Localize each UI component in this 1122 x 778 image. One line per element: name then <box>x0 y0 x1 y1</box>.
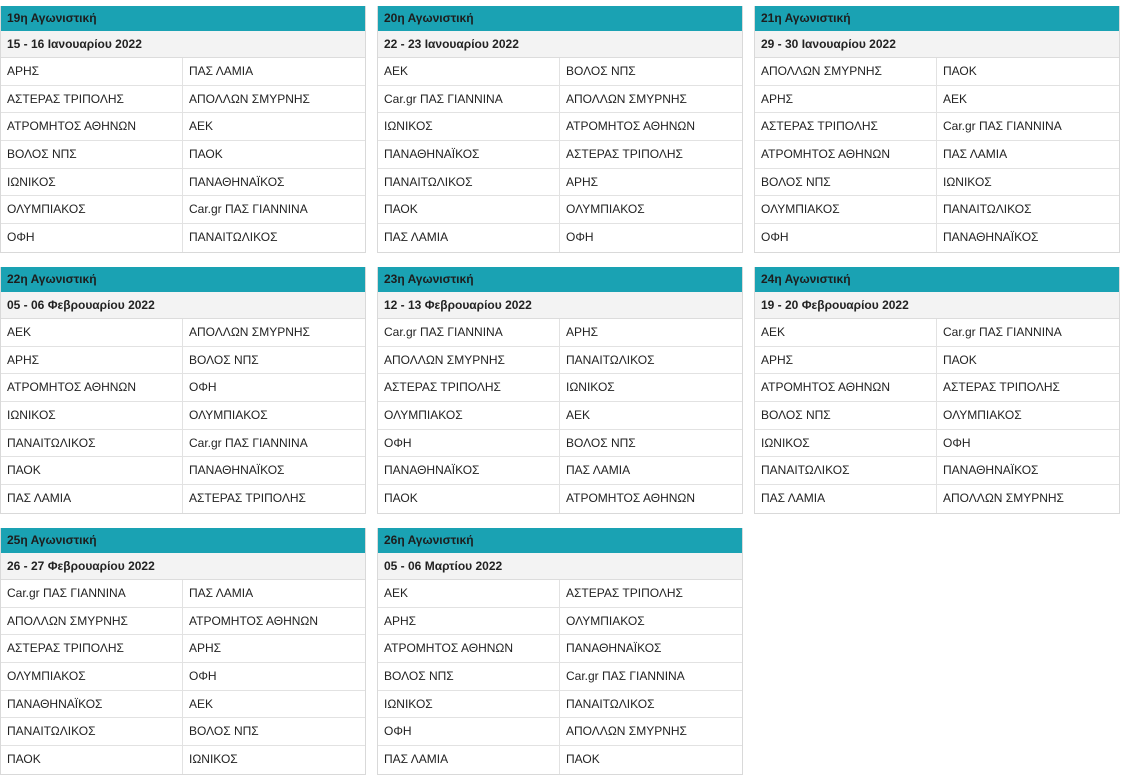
away-team: Car.gr ΠΑΣ ΓΙΑΝΝΙΝΑ <box>189 202 308 217</box>
away-team: ΑΤΡΟΜΗΤΟΣ ΑΘΗΝΩΝ <box>566 491 696 506</box>
away-team: ΑΡΗΣ <box>189 641 222 656</box>
match-row <box>1 374 365 402</box>
home-team: ΑΡΗΣ <box>755 86 937 113</box>
home-team: ΠΑΝΑΘΗΝΑΪΚΟΣ <box>378 457 560 484</box>
home-team: ΠΑΣ ΛΑΜΙΑ <box>1 485 183 513</box>
away-team: ΑΣΤΕΡΑΣ ΤΡΙΠΟΛΗΣ <box>566 147 683 162</box>
away-team: Car.gr ΠΑΣ ΓΙΑΝΝΙΝΑ <box>566 669 685 684</box>
away-team: ΑΡΗΣ <box>566 325 599 339</box>
match-row <box>378 663 742 691</box>
away-team: ΑΕΚ <box>566 408 591 423</box>
match-row <box>1 224 365 252</box>
away-team: ΟΦΗ <box>189 669 217 684</box>
away-team: Car.gr ΠΑΣ ΓΙΑΝΝΙΝΑ <box>943 119 1062 134</box>
home-team: ΠΑΟΚ <box>1 457 183 484</box>
home-team: ΟΛΥΜΠΙΑΚΟΣ <box>1 196 183 223</box>
round-date: 05 - 06 Φεβρουαρίου 2022 <box>1 292 365 319</box>
home-team: ΑΠΟΛΛΩΝ ΣΜΥΡΝΗΣ <box>755 58 937 85</box>
home-team: ΙΩΝΙΚΟΣ <box>378 691 560 718</box>
round-title: 26η Αγωνιστική <box>378 528 742 553</box>
away-team: ΑΡΗΣ <box>566 174 599 189</box>
away-team: ΠΑΟΚ <box>566 752 600 767</box>
round-date: 15 - 16 Ιανουαρίου 2022 <box>1 31 365 58</box>
away-team: ΟΦΗ <box>943 435 971 450</box>
match-row <box>1 113 365 141</box>
match-row <box>755 86 1119 114</box>
home-team: ΑΤΡΟΜΗΤΟΣ ΑΘΗΝΩΝ <box>1 113 183 140</box>
round-card-23 <box>377 267 743 514</box>
away-team: ΠΑΝΑΙΤΩΛΙΚΟΣ <box>566 696 655 711</box>
home-team: ΟΛΥΜΠΙΑΚΟΣ <box>378 402 560 429</box>
home-team: ΑΣΤΕΡΑΣ ΤΡΙΠΟΛΗΣ <box>378 374 560 401</box>
away-team: ΠΑΝΑΘΗΝΑΪΚΟΣ <box>566 641 662 656</box>
away-team: ΑΠΟΛΛΩΝ ΣΜΥΡΝΗΣ <box>566 91 687 106</box>
home-team: ΙΩΝΙΚΟΣ <box>755 430 937 457</box>
home-team: ΠΑΟΚ <box>378 196 560 223</box>
home-team: ΠΑΝΑΙΤΩΛΙΚΟΣ <box>1 718 183 745</box>
away-team: ΒΟΛΟΣ ΝΠΣ <box>189 352 259 367</box>
away-team: ΟΛΥΜΠΙΑΚΟΣ <box>943 408 1022 423</box>
away-team: ΠΑΝΑΙΤΩΛΙΚΟΣ <box>189 230 278 245</box>
match-row <box>1 169 365 197</box>
home-team: ΑΠΟΛΛΩΝ ΣΜΥΡΝΗΣ <box>1 608 183 635</box>
match-row <box>378 374 742 402</box>
away-team: ΟΛΥΜΠΙΑΚΟΣ <box>566 613 645 628</box>
home-team: ΠΑΣ ΛΑΜΙΑ <box>378 224 560 252</box>
home-team: ΟΛΥΜΠΙΑΚΟΣ <box>755 196 937 223</box>
home-team: ΑΣΤΕΡΑΣ ΤΡΙΠΟΛΗΣ <box>1 86 183 113</box>
home-team: ΑΤΡΟΜΗΤΟΣ ΑΘΗΝΩΝ <box>755 141 937 168</box>
match-row <box>378 691 742 719</box>
home-team: ΒΟΛΟΣ ΝΠΣ <box>1 141 183 168</box>
match-row <box>1 319 365 347</box>
away-team: ΠΑΟΚ <box>943 64 977 78</box>
match-row <box>378 196 742 224</box>
match-row <box>378 224 742 252</box>
round-date: 29 - 30 Ιανουαρίου 2022 <box>755 31 1119 58</box>
home-team: ΟΦΗ <box>1 224 183 252</box>
round-date: 19 - 20 Φεβρουαρίου 2022 <box>755 292 1119 319</box>
home-team: ΟΛΥΜΠΙΑΚΟΣ <box>1 663 183 690</box>
round-card-26 <box>377 528 743 775</box>
round-title: 21η Αγωνιστική <box>755 6 1119 31</box>
away-team: ΙΩΝΙΚΟΣ <box>566 380 615 395</box>
home-team: ΠΑΝΑΘΗΝΑΪΚΟΣ <box>378 141 560 168</box>
away-team: ΠΑΝΑΘΗΝΑΪΚΟΣ <box>943 230 1039 245</box>
home-team: ΑΡΗΣ <box>1 58 183 85</box>
away-team: ΠΑΣ ΛΑΜΙΑ <box>189 586 254 600</box>
away-team: Car.gr ΠΑΣ ΓΙΑΝΝΙΝΑ <box>943 325 1062 339</box>
match-row <box>1 663 365 691</box>
home-team: Car.gr ΠΑΣ ΓΙΑΝΝΙΝΑ <box>378 86 560 113</box>
match-row <box>1 347 365 375</box>
round-date: 12 - 13 Φεβρουαρίου 2022 <box>378 292 742 319</box>
away-team: ΒΟΛΟΣ ΝΠΣ <box>566 64 636 78</box>
match-row <box>1 608 365 636</box>
round-date: 05 - 06 Μαρτίου 2022 <box>378 553 742 580</box>
round-title: 23η Αγωνιστική <box>378 267 742 292</box>
match-row <box>1 141 365 169</box>
match-row <box>378 169 742 197</box>
home-team: ΙΩΝΙΚΟΣ <box>378 113 560 140</box>
match-row <box>378 347 742 375</box>
away-team: ΠΑΝΑΘΗΝΑΪΚΟΣ <box>189 174 285 189</box>
away-team: ΑΕΚ <box>189 696 214 711</box>
home-team: ΠΑΟΚ <box>1 746 183 774</box>
away-team: ΟΛΥΜΠΙΑΚΟΣ <box>189 408 268 423</box>
home-team: ΑΣΤΕΡΑΣ ΤΡΙΠΟΛΗΣ <box>1 635 183 662</box>
match-row <box>755 113 1119 141</box>
match-row <box>755 196 1119 224</box>
home-team: ΑΕΚ <box>378 580 560 607</box>
away-team: ΠΑΣ ΛΑΜΙΑ <box>189 64 254 78</box>
home-team: ΠΑΝΑΙΤΩΛΙΚΟΣ <box>755 457 937 484</box>
away-team: ΟΦΗ <box>189 380 217 395</box>
match-row <box>378 430 742 458</box>
home-team: ΙΩΝΙΚΟΣ <box>1 402 183 429</box>
away-team: Car.gr ΠΑΣ ΓΙΑΝΝΙΝΑ <box>189 435 308 450</box>
home-team: ΑΤΡΟΜΗΤΟΣ ΑΘΗΝΩΝ <box>1 374 183 401</box>
match-row <box>378 485 742 513</box>
match-row <box>1 196 365 224</box>
home-team: ΑΤΡΟΜΗΤΟΣ ΑΘΗΝΩΝ <box>378 635 560 662</box>
home-team: ΠΑΝΑΘΗΝΑΪΚΟΣ <box>1 691 183 718</box>
match-row <box>1 430 365 458</box>
match-row <box>1 635 365 663</box>
home-team: ΒΟΛΟΣ ΝΠΣ <box>755 402 937 429</box>
round-date: 22 - 23 Ιανουαρίου 2022 <box>378 31 742 58</box>
away-team: ΑΣΤΕΡΑΣ ΤΡΙΠΟΛΗΣ <box>943 380 1060 395</box>
home-team: ΑΣΤΕΡΑΣ ΤΡΙΠΟΛΗΣ <box>755 113 937 140</box>
home-team: ΑΕΚ <box>1 319 183 346</box>
match-row <box>378 746 742 774</box>
away-team: ΙΩΝΙΚΟΣ <box>943 174 992 189</box>
home-team: ΑΡΗΣ <box>378 608 560 635</box>
match-row <box>378 86 742 114</box>
away-team: ΠΑΝΑΘΗΝΑΪΚΟΣ <box>189 463 285 478</box>
away-team: ΑΣΤΕΡΑΣ ΤΡΙΠΟΛΗΣ <box>189 491 306 506</box>
match-row <box>1 746 365 774</box>
match-row <box>1 691 365 719</box>
match-row <box>755 402 1119 430</box>
away-team: ΙΩΝΙΚΟΣ <box>189 752 238 767</box>
home-team: ΠΑΝΑΙΤΩΛΙΚΟΣ <box>1 430 183 457</box>
home-team: ΑΡΗΣ <box>1 347 183 374</box>
match-row <box>755 457 1119 485</box>
away-team: ΠΑΟΚ <box>189 147 223 162</box>
home-team: ΑΡΗΣ <box>755 347 937 374</box>
away-team: ΒΟΛΟΣ ΝΠΣ <box>566 435 636 450</box>
away-team: ΠΑΝΑΙΤΩΛΙΚΟΣ <box>566 352 655 367</box>
home-team: ΟΦΗ <box>755 224 937 252</box>
away-team: ΟΦΗ <box>566 230 594 245</box>
match-row <box>1 86 365 114</box>
match-row <box>755 141 1119 169</box>
match-row <box>755 58 1119 86</box>
away-team: ΑΠΟΛΛΩΝ ΣΜΥΡΝΗΣ <box>566 724 687 739</box>
home-team: Car.gr ΠΑΣ ΓΙΑΝΝΙΝΑ <box>378 319 560 346</box>
match-row <box>1 402 365 430</box>
match-row <box>755 169 1119 197</box>
round-card-19 <box>0 6 366 253</box>
away-team: ΠΑΟΚ <box>943 352 977 367</box>
away-team: ΑΠΟΛΛΩΝ ΣΜΥΡΝΗΣ <box>943 491 1064 506</box>
home-team: ΑΕΚ <box>755 319 937 346</box>
home-team: ΒΟΛΟΣ ΝΠΣ <box>755 169 937 196</box>
match-row <box>378 58 742 86</box>
match-row <box>378 141 742 169</box>
match-row <box>378 718 742 746</box>
match-row <box>1 718 365 746</box>
home-team: ΠΑΣ ΛΑΜΙΑ <box>755 485 937 513</box>
round-card-21 <box>754 6 1120 253</box>
match-row <box>1 580 365 608</box>
away-team: ΠΑΝΑΘΗΝΑΪΚΟΣ <box>943 463 1039 478</box>
away-team: ΑΠΟΛΛΩΝ ΣΜΥΡΝΗΣ <box>189 91 310 106</box>
away-team: ΑΠΟΛΛΩΝ ΣΜΥΡΝΗΣ <box>189 325 310 339</box>
match-row <box>755 319 1119 347</box>
away-team: ΑΣΤΕΡΑΣ ΤΡΙΠΟΛΗΣ <box>566 586 683 600</box>
match-row <box>378 580 742 608</box>
match-row <box>1 485 365 513</box>
home-team: ΠΑΣ ΛΑΜΙΑ <box>378 746 560 774</box>
round-card-24 <box>754 267 1120 514</box>
round-title: 20η Αγωνιστική <box>378 6 742 31</box>
home-team: ΙΩΝΙΚΟΣ <box>1 169 183 196</box>
match-row <box>1 58 365 86</box>
round-title: 22η Αγωνιστική <box>1 267 365 292</box>
round-title: 25η Αγωνιστική <box>1 528 365 553</box>
away-team: ΑΕΚ <box>943 91 968 106</box>
home-team: ΠΑΟΚ <box>378 485 560 513</box>
match-row <box>755 485 1119 513</box>
home-team: Car.gr ΠΑΣ ΓΙΑΝΝΙΝΑ <box>1 580 183 607</box>
round-card-25 <box>0 528 366 775</box>
match-row <box>755 374 1119 402</box>
match-row <box>755 430 1119 458</box>
round-title: 24η Αγωνιστική <box>755 267 1119 292</box>
round-card-22 <box>0 267 366 514</box>
match-row <box>378 319 742 347</box>
home-team: ΒΟΛΟΣ ΝΠΣ <box>378 663 560 690</box>
round-date: 26 - 27 Φεβρουαρίου 2022 <box>1 553 365 580</box>
home-team: ΟΦΗ <box>378 430 560 457</box>
home-team: ΑΠΟΛΛΩΝ ΣΜΥΡΝΗΣ <box>378 347 560 374</box>
round-card-20 <box>377 6 743 253</box>
home-team: ΟΦΗ <box>378 718 560 745</box>
home-team: ΠΑΝΑΙΤΩΛΙΚΟΣ <box>378 169 560 196</box>
match-row <box>1 457 365 485</box>
match-row <box>378 635 742 663</box>
match-row <box>378 402 742 430</box>
away-team: ΒΟΛΟΣ ΝΠΣ <box>189 724 259 739</box>
away-team: ΑΤΡΟΜΗΤΟΣ ΑΘΗΝΩΝ <box>189 613 319 628</box>
away-team: ΑΤΡΟΜΗΤΟΣ ΑΘΗΝΩΝ <box>566 119 696 134</box>
away-team: ΠΑΝΑΙΤΩΛΙΚΟΣ <box>943 202 1032 217</box>
match-row <box>755 224 1119 252</box>
away-team: ΑΕΚ <box>189 119 214 134</box>
match-row <box>378 457 742 485</box>
home-team: ΑΕΚ <box>378 58 560 85</box>
home-team: ΑΤΡΟΜΗΤΟΣ ΑΘΗΝΩΝ <box>755 374 937 401</box>
round-title: 19η Αγωνιστική <box>1 6 365 31</box>
away-team: ΟΛΥΜΠΙΑΚΟΣ <box>566 202 645 217</box>
match-row <box>378 113 742 141</box>
away-team: ΠΑΣ ΛΑΜΙΑ <box>566 463 631 478</box>
match-row <box>378 608 742 636</box>
match-row <box>755 347 1119 375</box>
away-team: ΠΑΣ ΛΑΜΙΑ <box>943 147 1008 162</box>
